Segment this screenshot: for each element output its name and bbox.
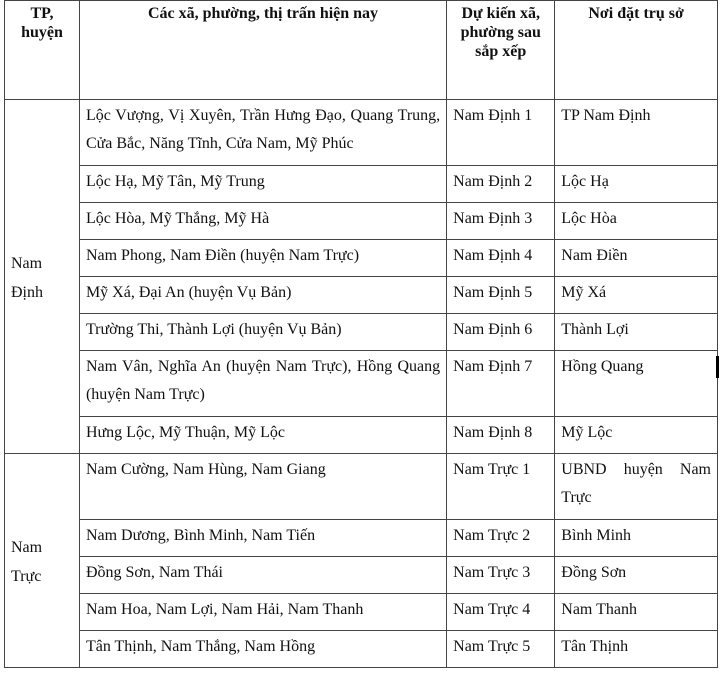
headquarters-cell: Thành Lợi [555,314,718,351]
planned-commune-cell: Nam Định 6 [447,314,555,351]
table-row [5,314,718,351]
current-communes-cell: Lộc Hòa, Mỹ Thắng, Mỹ Hà [79,203,446,240]
table-header-row [5,1,718,100]
header-current-communes: Các xã, phường, thị trấn hiện nay [79,1,446,100]
district-cell: Nam Định [5,100,80,454]
table-row [5,631,718,668]
planned-commune-cell: Nam Định 5 [447,277,555,314]
table-row [5,166,718,203]
current-communes-cell: Nam Dương, Bình Minh, Nam Tiến [79,520,446,557]
table-row [5,520,718,557]
planned-commune-cell: Nam Định 1 [447,100,555,166]
current-communes-cell: Nam Phong, Nam Điền (huyện Nam Trực) [79,240,446,277]
table-row [5,557,718,594]
table-row [5,417,718,454]
planned-commune-cell: Nam Định 4 [447,240,555,277]
current-communes-cell: Trường Thi, Thành Lợi (huyện Vụ Bản) [79,314,446,351]
header-planned-commune: Dự kiến xã, phường sau sắp xếp [447,1,555,100]
table-row [5,277,718,314]
headquarters-cell: Nam Điền [555,240,718,277]
headquarters-cell: UBND huyện Nam Trực [555,454,718,520]
planned-commune-cell: Nam Trực 4 [447,594,555,631]
current-communes-cell: Lộc Hạ, Mỹ Tân, Mỹ Trung [79,166,446,203]
planned-commune-cell: Nam Trực 2 [447,520,555,557]
headquarters-cell: Mỹ Lộc [555,417,718,454]
headquarters-cell: TP Nam Định [555,100,718,166]
text-cursor [716,356,719,378]
current-communes-cell: Lộc Vượng, Vị Xuyên, Trần Hưng Đạo, Quang Trung, Cửa Bắc, Năng Tĩnh, Cửa Nam, Mỹ Phúc [79,100,446,166]
planned-commune-cell: Nam Định 8 [447,417,555,454]
current-communes-cell: Nam Hoa, Nam Lợi, Nam Hải, Nam Thanh [79,594,446,631]
headquarters-cell: Đồng Sơn [555,557,718,594]
header-district: TP, huyện [5,1,80,100]
table-row [5,240,718,277]
headquarters-cell: Lộc Hòa [555,203,718,240]
planned-commune-cell: Nam Trực 1 [447,454,555,520]
current-communes-cell: Nam Vân, Nghĩa An (huyện Nam Trực), Hồng Quang (huyện Nam Trực) [79,351,446,417]
planned-commune-cell: Nam Trực 3 [447,557,555,594]
headquarters-cell: Tân Thịnh [555,631,718,668]
headquarters-cell: Lộc Hạ [555,166,718,203]
headquarters-cell: Hồng Quang [555,351,718,417]
table-row [5,594,718,631]
table-row [5,454,718,520]
planned-commune-cell: Nam Định 3 [447,203,555,240]
header-headquarters: Nơi đặt trụ sở [555,1,718,100]
headquarters-cell: Mỹ Xá [555,277,718,314]
current-communes-cell: Hưng Lộc, Mỹ Thuận, Mỹ Lộc [79,417,446,454]
planned-commune-cell: Nam Định 7 [447,351,555,417]
district-cell: Nam Trực [5,454,80,668]
planned-commune-cell: Nam Trực 5 [447,631,555,668]
table-row [5,203,718,240]
current-communes-cell: Mỹ Xá, Đại An (huyện Vụ Bản) [79,277,446,314]
current-communes-cell: Nam Cường, Nam Hùng, Nam Giang [79,454,446,520]
table-row [5,100,718,166]
current-communes-cell: Tân Thịnh, Nam Thắng, Nam Hồng [79,631,446,668]
table-row [5,351,718,417]
headquarters-cell: Bình Minh [555,520,718,557]
planned-commune-cell: Nam Định 2 [447,166,555,203]
commune-merger-table [4,0,718,668]
headquarters-cell: Nam Thanh [555,594,718,631]
current-communes-cell: Đồng Sơn, Nam Thái [79,557,446,594]
